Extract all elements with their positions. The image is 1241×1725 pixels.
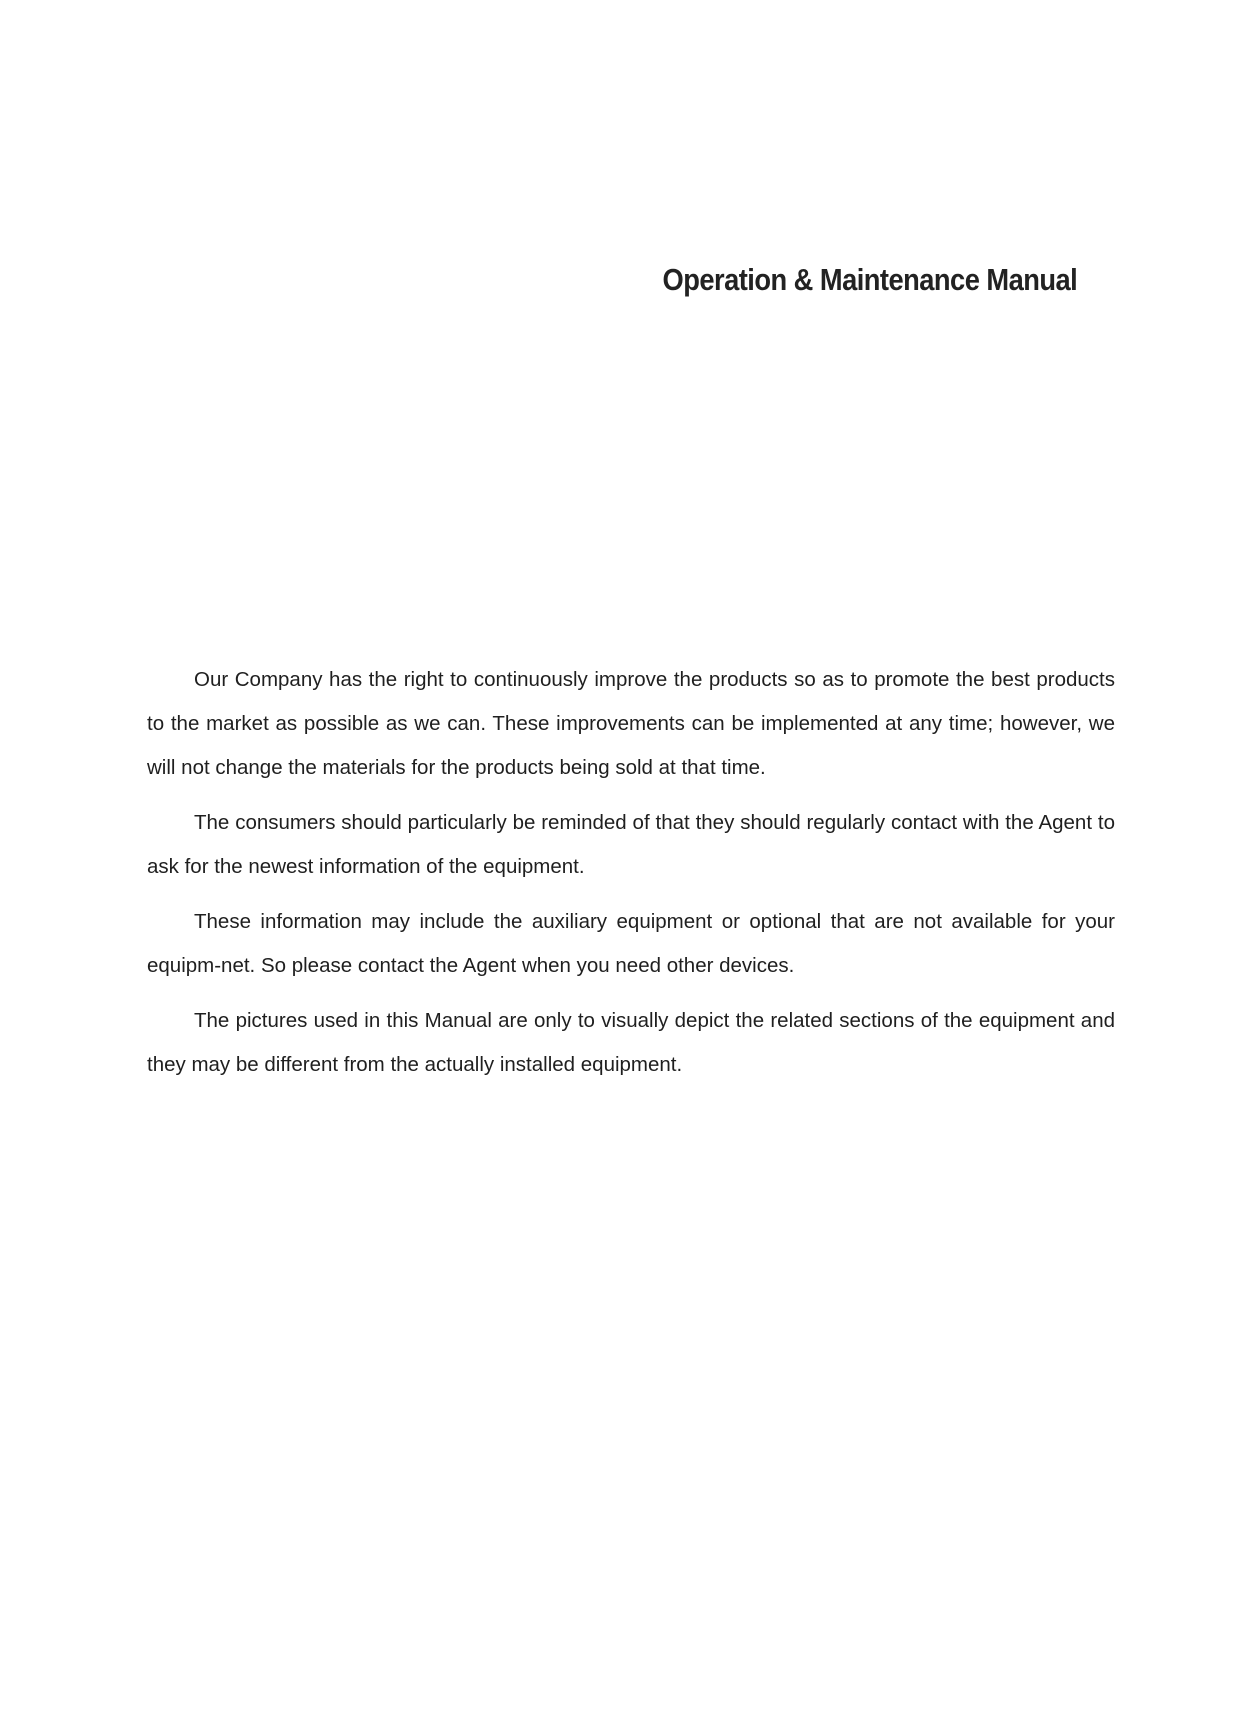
paragraph-contact-agent: The consumers should particularly be reminded of that they should regularly contact with the Agent to ask for the newest information of the equipment.: [147, 811, 1115, 878]
paragraph-auxiliary-equipment: These information may include the auxiliary equipment or optional that are not available for your equipm-net. So please contact the Agent when you need other devices.: [147, 910, 1115, 977]
body-text: [147, 658, 1115, 1098]
paragraph-pictures-disclaimer: The pictures used in this Manual are only to visually depict the related sections of the equipment and they may be different from the actually installed equipment.: [147, 1009, 1115, 1076]
document-title: Operation & Maintenance Manual: [662, 262, 1077, 297]
paragraph-product-improvement: Our Company has the right to continuously improve the products so as to promote the best products to the market as possible as we can. These improvements can be implemented at any time; however, we will not change the materials for the products being sold at that time.: [147, 668, 1115, 779]
